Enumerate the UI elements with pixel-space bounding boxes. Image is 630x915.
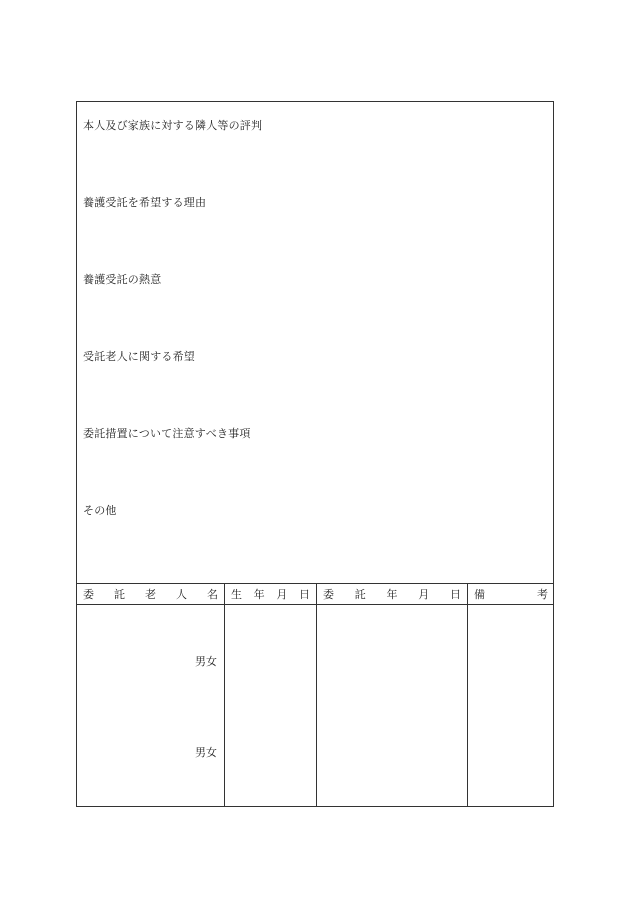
header-birth-date [225,583,316,604]
header-char: 月 [418,587,430,601]
gender-field-row-2: 男女 [195,746,217,759]
header-char: 名 [207,587,218,601]
header-char: 生 [231,587,242,601]
section-label-wishes: 受託老人に関する希望 [83,350,195,363]
header-elderly-name [77,583,224,604]
column-divider-1 [224,583,225,806]
header-char: 年 [386,587,398,601]
column-divider-2 [316,583,317,806]
header-remarks [468,583,554,604]
section-label-notes: 委託措置について注意すべき事項 [83,427,251,440]
header-char: 人 [176,587,187,601]
header-char: 託 [354,587,366,601]
header-consignment-date [317,583,467,604]
column-divider-3 [467,583,468,806]
table-header-bottom-border [77,604,553,605]
section-label-other: その他 [83,504,117,517]
section-label-reason: 養護受託を希望する理由 [83,196,207,209]
header-char: 月 [276,587,288,601]
header-char: 考 [537,587,548,601]
section-label-enthusiasm: 養護受託の熱意 [83,273,162,286]
gender-field-row-1: 男女 [195,655,217,668]
consignment-form [76,101,554,807]
header-char: 託 [114,587,125,601]
header-char: 委 [83,587,94,601]
header-char: 老 [145,587,156,601]
header-char: 日 [450,587,461,601]
header-char: 委 [323,587,334,601]
header-char: 年 [253,587,265,601]
header-char: 日 [298,587,310,601]
section-label-neighbor-reputation: 本人及び家族に対する隣人等の評判 [83,119,263,132]
header-char: 備 [474,587,485,601]
